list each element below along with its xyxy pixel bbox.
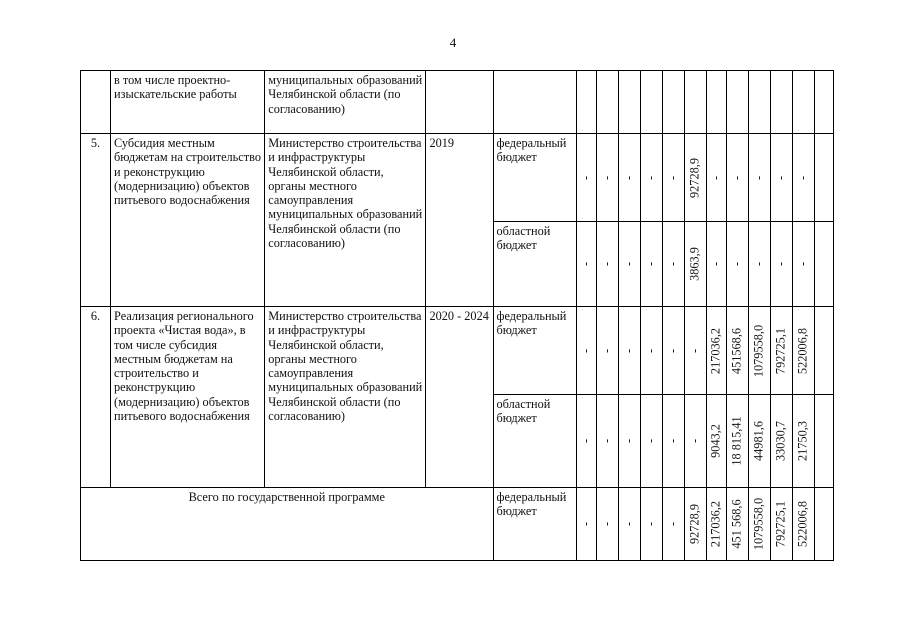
cell-value: - xyxy=(687,348,702,353)
value-cell xyxy=(576,134,596,222)
value-cell xyxy=(640,488,662,561)
cell-value: 1079558,0 xyxy=(751,324,766,377)
cell-value: - xyxy=(578,348,593,353)
cell-value: 18 815,41 xyxy=(729,416,744,466)
row-number: 6. xyxy=(81,307,111,488)
value-cell xyxy=(726,488,748,561)
funding-source: федеральный бюджет xyxy=(493,134,576,222)
cell-value: - xyxy=(578,521,593,527)
value-cell xyxy=(748,395,770,488)
value-cell xyxy=(618,134,640,222)
cell-value: - xyxy=(621,261,636,267)
value-cell xyxy=(596,71,618,134)
funding-source: областной бюджет xyxy=(493,222,576,307)
value-cell xyxy=(706,134,726,222)
value-cell xyxy=(662,134,684,222)
value-cell xyxy=(576,71,596,134)
cell-value: - xyxy=(665,521,680,527)
cell-value: 44981,6 xyxy=(751,421,766,461)
value-cell xyxy=(576,488,596,561)
measure-name: Субсидия местным бюджетам на строительство и реконструкцию (модернизацию) объектов питьевого водоснабжения xyxy=(111,134,265,307)
value-cell xyxy=(792,71,814,134)
value-cell xyxy=(726,222,748,307)
cell-value: - xyxy=(643,348,658,353)
cell-value: - xyxy=(643,175,658,180)
value-cell xyxy=(596,488,618,561)
value-cell xyxy=(706,222,726,307)
table-row xyxy=(81,307,834,395)
executor: Министерство строительства и инфраструктуры Челябинской области, органы местного самоуправления муниципальных образований Челябинской области (по согласованию) xyxy=(265,134,426,307)
value-cell xyxy=(662,395,684,488)
funding-source: федеральный бюджет xyxy=(493,307,576,395)
cell-value: - xyxy=(599,261,614,267)
cell-value: 1079558,0 xyxy=(751,497,766,551)
cell-value: - xyxy=(729,261,744,267)
cell-value: - xyxy=(599,438,614,444)
row-number xyxy=(81,71,111,134)
value-cell xyxy=(706,395,726,488)
value-cell xyxy=(684,395,706,488)
cell-value: 792725,1 xyxy=(773,327,788,374)
value-cell xyxy=(596,307,618,395)
total-label: Всего по государственной программе xyxy=(81,488,494,561)
value-cell xyxy=(576,222,596,307)
funding-source: областной бюджет xyxy=(493,395,576,488)
cell-value: - xyxy=(795,261,810,267)
value-cell xyxy=(640,307,662,395)
value-cell xyxy=(748,222,770,307)
value-cell xyxy=(814,71,833,134)
value-cell xyxy=(640,395,662,488)
value-cell xyxy=(770,395,792,488)
cell-value: - xyxy=(643,521,658,527)
cell-value: - xyxy=(751,175,766,180)
funding-source: федеральный бюджет xyxy=(493,488,576,561)
cell-value: - xyxy=(665,175,680,180)
cell-value: - xyxy=(643,438,658,444)
value-cell xyxy=(814,307,833,395)
value-cell xyxy=(576,395,596,488)
cell-value: 451568,6 xyxy=(729,327,744,374)
value-cell xyxy=(814,222,833,307)
value-cell xyxy=(662,222,684,307)
cell-value: - xyxy=(665,261,680,267)
cell-value: 217036,2 xyxy=(708,327,723,374)
executor: муниципальных образований Челябинской области (по согласованию) xyxy=(265,71,426,134)
value-cell xyxy=(792,307,814,395)
cell-value: - xyxy=(708,175,723,180)
cell-value: - xyxy=(643,261,658,267)
table-row xyxy=(81,134,834,222)
value-cell xyxy=(684,307,706,395)
cell-value: - xyxy=(729,175,744,180)
cell-value: 792725,1 xyxy=(773,500,788,548)
value-cell xyxy=(726,71,748,134)
cell-value: - xyxy=(708,261,723,267)
value-cell xyxy=(596,134,618,222)
value-cell xyxy=(748,134,770,222)
value-cell xyxy=(706,71,726,134)
cell-value: 3863,9 xyxy=(687,247,702,281)
value-cell xyxy=(618,222,640,307)
cell-value: - xyxy=(773,175,788,180)
value-cell xyxy=(640,222,662,307)
cell-value: - xyxy=(665,348,680,353)
funding-source xyxy=(493,71,576,134)
value-cell xyxy=(706,307,726,395)
value-cell xyxy=(618,71,640,134)
cell-value: 522006,8 xyxy=(795,327,810,374)
cell-value: - xyxy=(751,261,766,267)
value-cell xyxy=(726,395,748,488)
value-cell xyxy=(770,307,792,395)
value-cell xyxy=(748,488,770,561)
cell-value: 522006,8 xyxy=(795,500,810,548)
value-cell xyxy=(618,488,640,561)
cell-value: 451 568,6 xyxy=(729,499,744,549)
value-cell xyxy=(770,71,792,134)
page-number: 4 xyxy=(449,35,457,50)
value-cell xyxy=(748,71,770,134)
value-cell xyxy=(662,71,684,134)
cell-value: - xyxy=(687,438,702,444)
cell-value: 33030,7 xyxy=(773,421,788,461)
cell-value: - xyxy=(599,175,614,180)
value-cell xyxy=(792,395,814,488)
cell-value: - xyxy=(621,175,636,180)
cell-value: 92728,9 xyxy=(687,157,702,198)
total-row xyxy=(81,488,834,561)
value-cell xyxy=(684,488,706,561)
value-cell xyxy=(792,488,814,561)
value-cell xyxy=(618,307,640,395)
cell-value: 92728,9 xyxy=(687,504,702,544)
value-cell xyxy=(684,222,706,307)
value-cell xyxy=(726,307,748,395)
program-table xyxy=(80,70,834,561)
cell-value: - xyxy=(621,521,636,527)
value-cell xyxy=(684,71,706,134)
period: 2019 xyxy=(426,134,493,307)
cell-value: - xyxy=(578,438,593,444)
value-cell xyxy=(814,395,833,488)
cell-value: - xyxy=(665,438,680,444)
period: 2020 - 2024 xyxy=(426,307,493,488)
value-cell xyxy=(662,307,684,395)
value-cell xyxy=(576,307,596,395)
cell-value: 9043,2 xyxy=(708,424,723,458)
cell-value: - xyxy=(599,348,614,353)
value-cell xyxy=(706,488,726,561)
value-cell xyxy=(814,488,833,561)
cell-value: - xyxy=(578,261,593,267)
cell-value: - xyxy=(621,348,636,353)
row-number: 5. xyxy=(81,134,111,307)
value-cell xyxy=(640,134,662,222)
executor: Министерство строительства и инфраструктуры Челябинской области, органы местного самоуправления муниципальных образований Челябинской области (по согласованию) xyxy=(265,307,426,488)
value-cell xyxy=(684,134,706,222)
measure-name: Реализация регионального проекта «Чистая вода», в том числе субсидия местным бюджетам на строительство и реконструкцию (модернизацию) объектов питьевого водоснабжения xyxy=(111,307,265,488)
cell-value: - xyxy=(773,261,788,267)
value-cell xyxy=(814,134,833,222)
cell-value: 217036,2 xyxy=(708,500,723,548)
cell-value: - xyxy=(621,438,636,444)
value-cell xyxy=(770,222,792,307)
cell-value: - xyxy=(578,175,593,180)
value-cell xyxy=(792,222,814,307)
value-cell xyxy=(596,222,618,307)
cell-value: 21750,3 xyxy=(795,421,810,461)
value-cell xyxy=(770,488,792,561)
table-row xyxy=(81,71,834,134)
measure-name: в том числе проектно-изыскательские работы xyxy=(111,71,265,134)
value-cell xyxy=(792,134,814,222)
value-cell xyxy=(662,488,684,561)
value-cell xyxy=(748,307,770,395)
value-cell xyxy=(618,395,640,488)
period xyxy=(426,71,493,134)
value-cell xyxy=(596,395,618,488)
cell-value: - xyxy=(795,175,810,180)
value-cell xyxy=(640,71,662,134)
value-cell xyxy=(770,134,792,222)
value-cell xyxy=(726,134,748,222)
cell-value: - xyxy=(599,521,614,527)
